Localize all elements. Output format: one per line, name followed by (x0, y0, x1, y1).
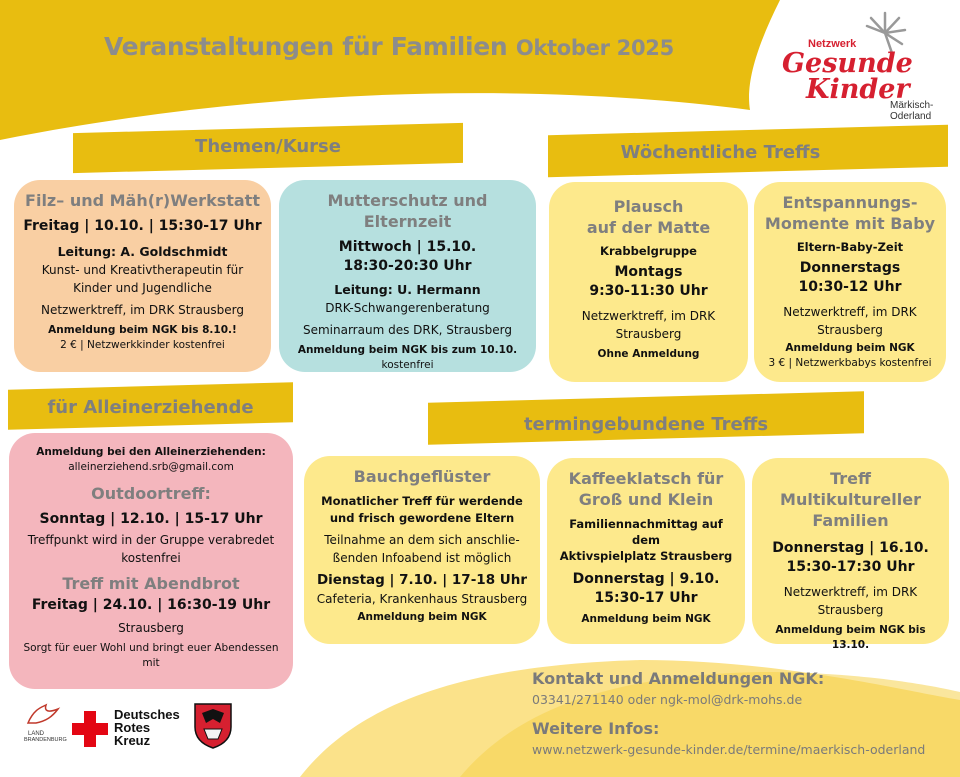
bauch-desc-2: und frisch gewordene Eltern (329, 511, 515, 525)
mutterschutz-registration: Anmeldung beim NGK bis zum 10.10. (297, 344, 518, 356)
logo-brandenburg (24, 703, 68, 749)
filz-when: Freitag | 10.10. | 15:30-17 Uhr (23, 218, 262, 234)
card-bauchgefluester (304, 456, 540, 644)
plausch-place-2: Strausberg (615, 327, 682, 341)
allein-abendbrot: Treff mit Abendbrot (62, 574, 240, 593)
mutterschutz-place: Seminarraum des DRK, Strausberg (302, 323, 513, 337)
more-info-heading: Weitere Infos: (532, 719, 660, 738)
mutterschutz-when-2: 18:30-20:30 Uhr (343, 258, 472, 274)
entspannung-title-1: Entspannungs- (782, 193, 918, 212)
card-alleinerziehende (9, 433, 293, 689)
multi-title-2: Familien (812, 511, 889, 530)
multi-place-2: Strausberg (817, 603, 884, 617)
filz-price: 2 € | Netzwerkkinder kostenfrei (60, 339, 225, 351)
filz-lead-desc-1: Kunst- und Kreativtherapeutin für (41, 263, 244, 277)
multi-place-1: Netzwerktreff, im DRK (783, 585, 918, 599)
multi-when-2: 15:30-17:30 Uhr (786, 559, 915, 575)
plausch-when-1: Montags (614, 264, 683, 280)
entspannung-price: 3 € | Netzwerkbabys kostenfrei (768, 357, 932, 369)
drk-line-3: Kreuz (114, 733, 151, 748)
card-entspannung (754, 182, 946, 382)
bauch-desc-1: Monatlicher Treff für werdende (321, 494, 523, 508)
logo-gesunde: Gesunde (782, 48, 913, 79)
logo-region-1: Märkisch- (890, 100, 934, 111)
filz-title: Filz– und Mäh(r)Werkstatt (25, 191, 260, 210)
mutterschutz-lead: Leitung: U. Hermann (334, 282, 481, 297)
logo-drk (72, 708, 187, 750)
entspannung-registration: Anmeldung beim NGK (785, 342, 915, 354)
entspannung-place-1: Netzwerktreff, im DRK (783, 305, 917, 319)
filz-lead: Leitung: A. Goldschmidt (57, 244, 228, 259)
drk-line-1: Deutsches (114, 707, 180, 722)
plausch-group: Krabbelgruppe (600, 244, 697, 258)
ngk-logo (780, 10, 950, 120)
filz-registration: Anmeldung beim NGK bis 8.10.! (48, 324, 237, 336)
brandenburg-line-2: BRANDENBURG (24, 737, 67, 743)
card-multikulturell (752, 458, 949, 651)
bauch-info-1: Teilnahme an dem sich anschlie- (324, 533, 520, 547)
mutterschutz-title: Mutterschutz und Elternzeit (327, 191, 488, 231)
multi-title-1: Treff Multikultureller (780, 469, 921, 509)
entspannung-when-2: 10:30-12 Uhr (798, 279, 902, 295)
allein-abendbrot-desc-1: Sorgt für euer Wohl und bringt euer Abendessen (23, 642, 279, 654)
plausch-place-1: Netzwerktreff, im DRK (581, 309, 716, 323)
section-termingebunden: termingebundene Treffs (523, 414, 769, 435)
bauch-title: Bauchgeflüster (353, 467, 491, 486)
multi-when-1: Donnerstag | 16.10. (772, 540, 929, 556)
card-kaffeeklatsch (547, 458, 745, 644)
plausch-when-2: 9:30-11:30 Uhr (589, 283, 708, 299)
mutterschutz-lead-desc: DRK-Schwangerenberatung (325, 301, 490, 315)
kaffee-when-2: 15:30-17 Uhr (594, 590, 698, 606)
logo-netzwerk: Netzwerk (808, 38, 857, 50)
drk-line-2: Rotes (114, 720, 151, 735)
allein-registration: Anmeldung bei den Alleinerziehenden: (36, 446, 266, 458)
kaffee-title-1: Kaffeeklatsch für (568, 469, 724, 488)
bauch-place: Cafeteria, Krankenhaus Strausberg (316, 592, 528, 606)
contact-line[interactable]: 03341/271140 oder ngk-mol@drk-mohs.de (532, 692, 803, 707)
kaffee-when-1: Donnerstag | 9.10. (572, 571, 720, 587)
allein-outdoortreff-price: kostenfrei (121, 551, 181, 565)
mutterschutz-price: kostenfrei (381, 359, 434, 371)
kaffee-desc-2: Aktivspielplatz Strausberg (559, 549, 733, 563)
kaffee-title-2: Groß und Klein (578, 490, 714, 509)
allein-abendbrot-place: Strausberg (118, 621, 184, 635)
card-filz-werkstatt (14, 180, 271, 372)
section-woechentlich: Wöchentliche Treffs (620, 142, 821, 163)
plausch-title-2: auf der Matte (586, 218, 711, 237)
entspannung-title-2: Momente mit Baby (764, 214, 936, 233)
contact-block (532, 669, 925, 757)
page-title (104, 32, 674, 61)
title-month: Oktober 2025 (515, 36, 674, 60)
filz-lead-desc-2: Kinder und Jugendliche (73, 281, 212, 295)
allein-email: alleinerziehend.srb@gmail.com (68, 461, 234, 473)
eagle-icon (24, 703, 64, 727)
mutterschutz-when-1: Mittwoch | 15.10. (338, 239, 477, 255)
brandenburg-line-1: LAND (28, 731, 45, 737)
kaffee-desc-1: Familiennachmittag auf dem (569, 517, 723, 547)
entspannung-group: Eltern-Baby-Zeit (796, 240, 904, 254)
entspannung-when-1: Donnerstags (799, 260, 901, 276)
section-allein: für Alleinerziehende (47, 397, 254, 418)
red-cross-icon (72, 711, 108, 747)
coat-of-arms-icon (192, 701, 234, 749)
title-main: Veranstaltungen für Familien (104, 32, 508, 61)
allein-abendbrot-desc-2: mit (142, 657, 160, 669)
section-themen: Themen/Kurse (195, 136, 341, 157)
multi-registration: Anmeldung beim NGK bis 13.10. (775, 624, 926, 651)
plausch-registration: Ohne Anmeldung (597, 348, 700, 360)
filz-place: Netzwerktreff, im DRK Strausberg (40, 303, 244, 317)
bauch-registration: Anmeldung beim NGK (357, 611, 487, 623)
allein-abendbrot-when: Freitag | 24.10. | 16:30-19 Uhr (31, 597, 271, 613)
allein-outdoortreff-place: Treffpunkt wird in der Gruppe verabredet (27, 533, 275, 547)
more-info-url[interactable]: www.netzwerk-gesunde-kinder.de/termine/maerkisch-oderland (532, 742, 926, 757)
allein-outdoortreff-when: Sonntag | 12.10. | 15-17 Uhr (39, 511, 263, 527)
bauch-info-2: ßenden Infoabend ist möglich (332, 551, 512, 565)
card-mutterschutz (279, 180, 536, 372)
card-plausch (549, 182, 748, 382)
entspannung-place-2: Strausberg (817, 323, 883, 337)
contact-heading: Kontakt und Anmeldungen NGK: (532, 669, 825, 688)
plausch-title-1: Plausch (613, 197, 684, 216)
logo-kinder: Kinder (806, 74, 910, 105)
allein-outdoortreff: Outdoortreff: (91, 484, 211, 503)
logo-region-2: Oderland (890, 111, 932, 122)
bauch-when: Dienstag | 7.10. | 17-18 Uhr (316, 572, 528, 588)
kaffee-registration: Anmeldung beim NGK (581, 613, 711, 625)
